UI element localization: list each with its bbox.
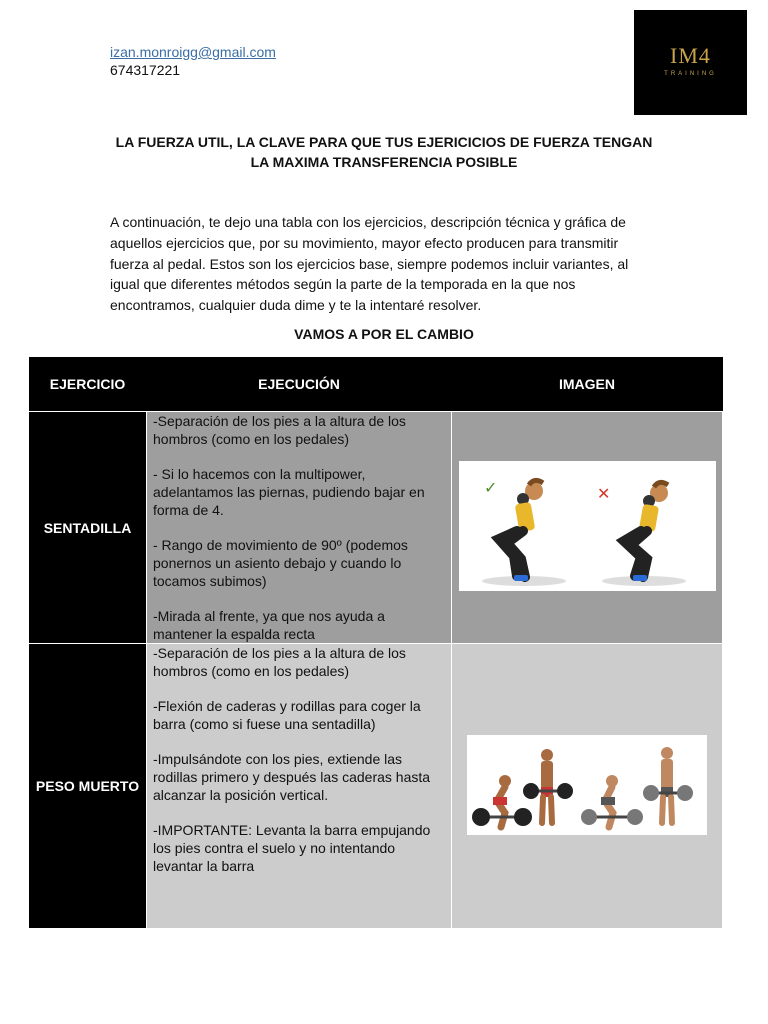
- step-text: -Separación de los pies a la altura de los hombros (como en los pedales): [153, 645, 406, 679]
- logo-subtext: TRAINING: [664, 71, 717, 77]
- exercise-name: PESO MUERTO: [29, 644, 147, 929]
- logo-mark: IM4: [670, 43, 711, 68]
- deadlift-figure-1: [472, 775, 532, 827]
- intro-paragraph: A continuación, te dejo una tabla con los ejercicios, descripción técnica y gráfica de aquellos ejercicios que, por su movimiento, mayor efecto producen para transmitir fuerza al pedal. Estos son los ejercicios base, siempre podemos incluir variantes, al igual que diferentes métodos según la parte de la temporada en la que nos encontramos, cualquier duda dime y te la intentaré resolver.: [110, 214, 629, 314]
- table-row: [29, 644, 723, 929]
- section-subtitle: VAMOS A POR EL CAMBIO: [294, 326, 474, 342]
- step-text: -Separación de los pies a la altura de los hombros (como en los pedales): [153, 413, 406, 447]
- exercise-image-cell: [452, 644, 723, 929]
- deadlift-figure-4: [643, 747, 693, 823]
- step-text: -Impulsándote con los pies, extiende las rodillas primero y después las caderas hasta alcanzar la posición vertical.: [153, 751, 431, 803]
- brand-logo: [634, 10, 747, 115]
- header-ejecucion: EJECUCIÓN: [147, 357, 452, 412]
- check-icon: ✓: [483, 478, 497, 497]
- exercise-image-cell: [452, 412, 723, 644]
- table-row: [29, 412, 723, 644]
- squat-illustration: [459, 461, 716, 591]
- phone-number: 674317221: [110, 62, 181, 78]
- step-text: -Flexión de caderas y rodillas para coger la barra (como si fuese una sentadilla): [153, 698, 421, 732]
- document-title: LA FUERZA UTIL, LA CLAVE PARA QUE TUS EJERICICIOS DE FUERZA TENGAN LA MAXIMA TRANSFERENCIA POSIBLE: [115, 134, 653, 170]
- exercise-description: [147, 644, 452, 929]
- header-ejercicio: EJERCICIO: [29, 357, 147, 412]
- header-imagen: IMAGEN: [452, 357, 723, 412]
- exercise-name: SENTADILLA: [29, 412, 147, 644]
- cross-icon: ✕: [596, 484, 610, 503]
- deadlift-figure-2: [523, 749, 573, 823]
- deadlift-illustration: [467, 735, 707, 835]
- step-text: - Rango de movimiento de 90º (podemos ponernos un asiento debajo y cuando lo tocamos subimos): [153, 537, 408, 589]
- step-text: - Si lo hacemos con la multipower, adelantamos las piernas, pudiendo bajar en forma de 4.: [153, 466, 425, 518]
- table-header-row: [29, 357, 723, 412]
- step-text: -IMPORTANTE: Levanta la barra empujando los pies contra el suelo y no intentando levantar la barra: [153, 822, 431, 874]
- exercise-table: [28, 357, 723, 929]
- step-text: -Mirada al frente, ya que nos ayuda a mantener la espalda recta: [153, 608, 385, 642]
- deadlift-figure-3: [581, 775, 643, 827]
- exercise-description: [147, 412, 452, 644]
- email-link[interactable]: izan.monroigg@gmail.com: [110, 44, 276, 60]
- contact-block: [110, 43, 276, 79]
